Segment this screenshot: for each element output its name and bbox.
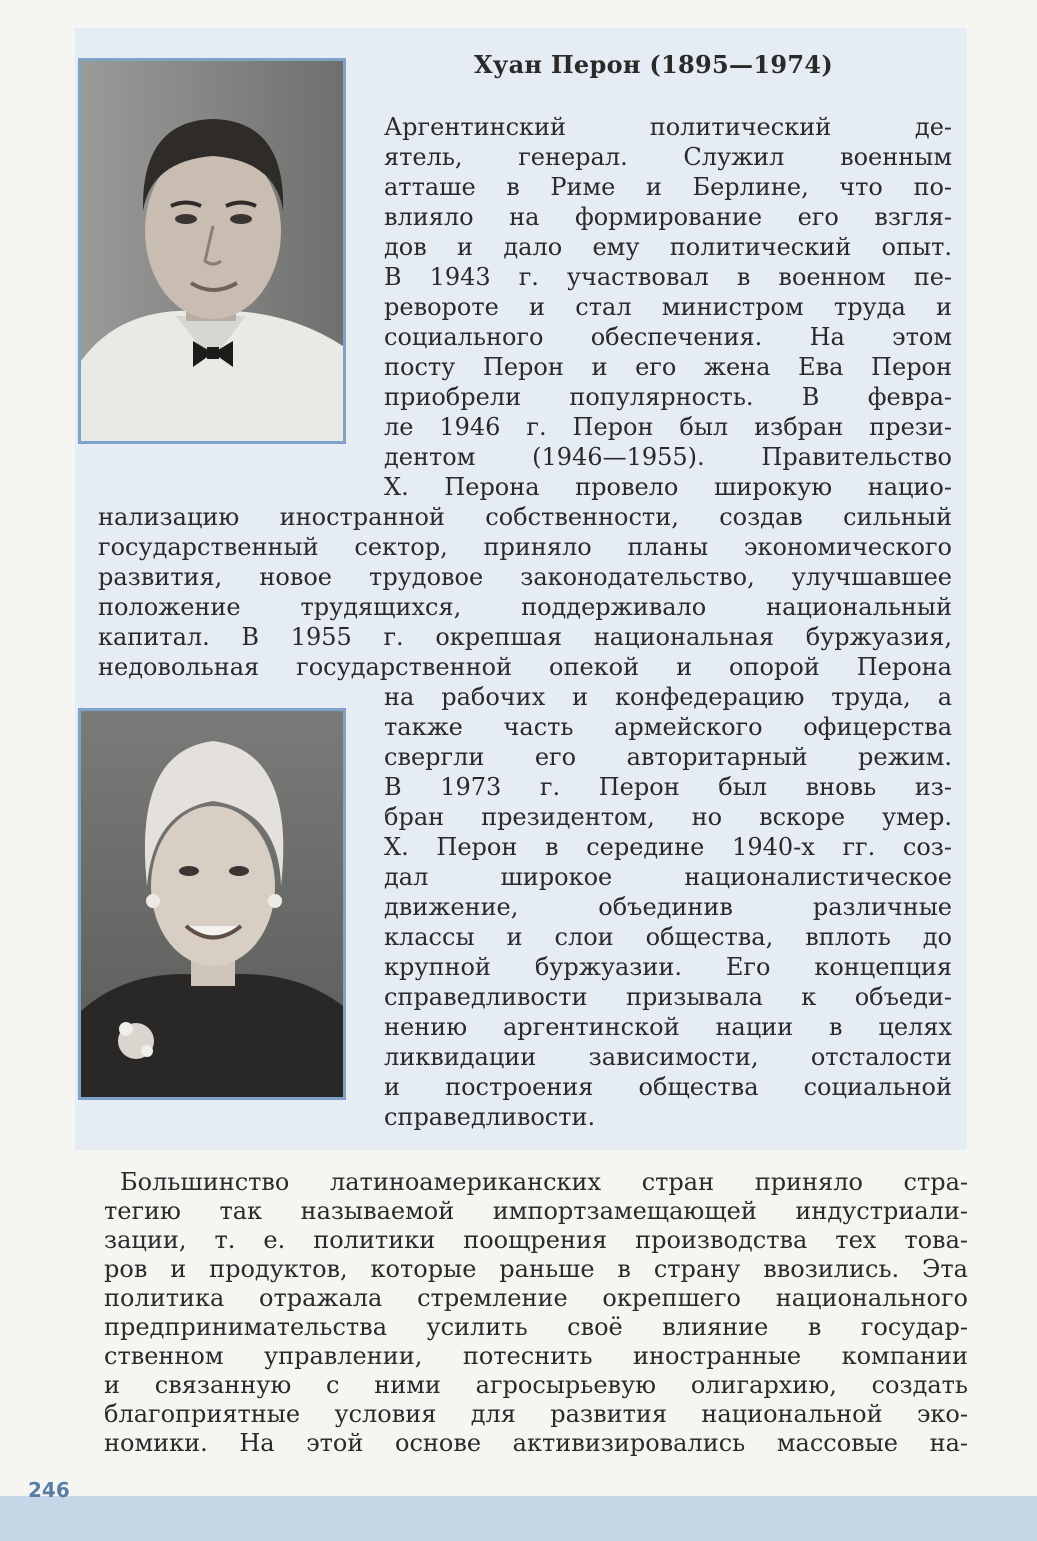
- bio-line: приобрели популярность. В февра-: [384, 383, 952, 411]
- bio-line: посту Перон и его жена Ева Перон: [384, 353, 952, 381]
- bio-line: движение, объединив различные: [384, 893, 952, 921]
- bio-line: В 1973 г. Перон был вновь из-: [384, 773, 952, 801]
- bio-line: ле 1946 г. Перон был избран прези-: [384, 413, 952, 441]
- body-line: Большинство латиноамериканских стран приняло стра-: [120, 1168, 968, 1196]
- bio-line: положение трудящихся, поддерживало национальный: [98, 593, 952, 621]
- bio-line: классы и слои общества, вплоть до: [384, 923, 952, 951]
- body-line: политика отражала стремление окрепшего национального: [104, 1284, 968, 1312]
- bio-line: дал широкое националистическое: [384, 863, 952, 891]
- bio-line: и построения общества социальной: [384, 1073, 952, 1101]
- bio-line: Аргентинский политический де-: [384, 113, 952, 141]
- bio-line: нению аргентинской нации в целях: [384, 1013, 952, 1041]
- bio-line: бран президентом, но вскоре умер.: [384, 803, 952, 831]
- body-line: предпринимательства усилить своё влияние в государ-: [104, 1313, 968, 1341]
- body-line: ственном управлении, потеснить иностранные компании: [104, 1342, 968, 1370]
- bio-line: ятель, генерал. Служил военным: [384, 143, 952, 171]
- footer-bar: [0, 1496, 1037, 1541]
- bio-line: социального обеспечения. На этом: [384, 323, 952, 351]
- bio-line: дентом (1946—1955). Правительство: [384, 443, 952, 471]
- body-line: зации, т. е. политики поощрения производства тех това-: [104, 1226, 968, 1254]
- body-line: благоприятные условия для развития национальной эко-: [104, 1400, 968, 1428]
- bio-line: дов и дало ему политический опыт.: [384, 233, 952, 261]
- body-line: номики. На этой основе активизировались массовые на-: [104, 1429, 968, 1457]
- bio-line: ликвидации зависимости, отсталости: [384, 1043, 952, 1071]
- page-number: 246: [28, 1478, 70, 1502]
- bio-line: государственный сектор, приняло планы экономического: [98, 533, 952, 561]
- bio-line: капитал. В 1955 г. окрепшая национальная буржуазия,: [98, 623, 952, 651]
- bio-line: справедливости призывала к объеди-: [384, 983, 952, 1011]
- biography-title: Хуан Перон (1895—1974): [474, 50, 834, 79]
- bio-line: ревороте и стал министром труда и: [384, 293, 952, 321]
- bio-line: также часть армейского офицерства: [384, 713, 952, 741]
- body-line: ров и продуктов, которые раньше в страну ввозились. Эта: [104, 1255, 968, 1283]
- bio-line: влияло на формирование его взгля-: [384, 203, 952, 231]
- bio-line: атташе в Риме и Берлине, что по-: [384, 173, 952, 201]
- bio-line: Х. Перон в середине 1940-х гг. соз-: [384, 833, 952, 861]
- body-line: и связанную с ними агросырьевую олигархию, создать: [104, 1371, 968, 1399]
- bio-line: на рабочих и конфедерацию труда, а: [384, 683, 952, 711]
- bio-line: справедливости.: [384, 1103, 596, 1131]
- bio-line: В 1943 г. участвовал в военном пе-: [384, 263, 952, 291]
- bio-line: Х. Перона провело широкую нацио-: [384, 473, 952, 501]
- bio-line: свергли его авторитарный режим.: [384, 743, 952, 771]
- body-line: тегию так называемой импортзамещающей индустриали-: [104, 1197, 968, 1225]
- bio-line: нализацию иностранной собственности, создав сильный: [98, 503, 952, 531]
- bio-line: крупной буржуазии. Его концепция: [384, 953, 952, 981]
- portrait-eva-peron: [78, 708, 346, 1100]
- bio-line: недовольная государственной опекой и опорой Перона: [98, 653, 952, 681]
- bio-line: развития, новое трудовое законодательство, улучшавшее: [98, 563, 952, 591]
- portrait-juan-peron: [78, 58, 346, 444]
